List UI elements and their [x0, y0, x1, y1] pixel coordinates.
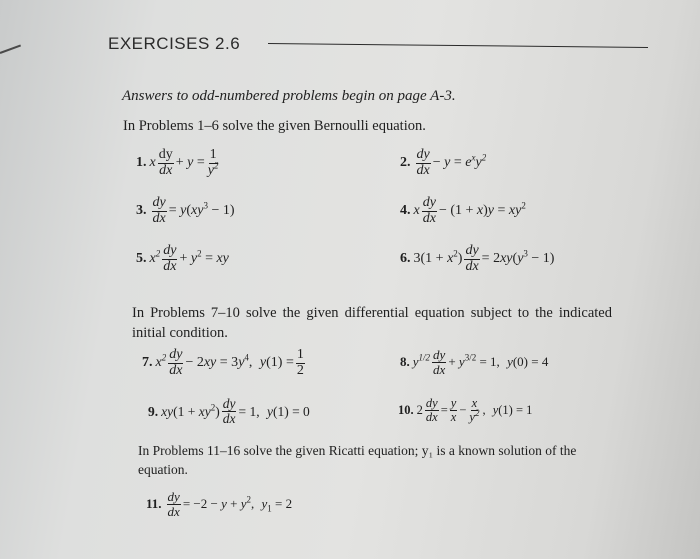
problem-3: 3. $\frac{dy}{dx}$ = $y(xy^3 - 1)$ — [136, 195, 235, 226]
problem-number: 8. — [400, 354, 410, 370]
title-rule — [268, 43, 648, 48]
problem-8: 8. $y^{1/2}$ $\frac{dy}{dx}$ + $y^{3/2} = 1$, y(0) = 4 — [400, 347, 549, 377]
problem-number: 3. — [136, 203, 147, 219]
problem-number: 5. — [136, 251, 147, 267]
problem-9: 9. $xy(1 + xy^2)$ $\frac{dy}{dx}$ = 1, y(1) = 0 — [148, 396, 310, 427]
problem-11: 11. $\frac{dy}{dx}$ = $-2 - y + y^2$, $y_1 = 2$ — [146, 489, 293, 519]
problem-7: 7. $x^2$ $\frac{dy}{dx}$ − $2xy = 3y^4$, y(1) = $\frac{1}{2}$ — [142, 347, 304, 378]
problem-number: 2. — [400, 155, 411, 171]
problem-number: 1. — [136, 155, 147, 171]
problem-number: 7. — [142, 355, 153, 371]
instructions-bernoulli: In Problems 1–6 solve the given Bernoulli equation. — [123, 118, 426, 134]
section-title: EXERCISES 2.6 — [108, 34, 241, 53]
problem-number: 6. — [400, 251, 411, 267]
problem-10: 10. 2 $\frac{dy}{dx}$ = $\frac{y}{x}$ − $\frac{x}{y^2}$ , y(1) = 1 — [398, 396, 533, 425]
problem-number: 9. — [148, 403, 159, 419]
instructions-ricatti: In Problems 11–16 solve the given Ricatti equation; y₁ is a known solution of the equation. — [138, 443, 577, 477]
problem-number: 11. — [146, 496, 162, 512]
problem-2: 2. $\frac{dy}{dx}$ − $y = e^xy^2$ — [400, 147, 487, 178]
problem-4: 4. x $\frac{dy}{dx}$ − $(1 + x)y = xy^2$ — [400, 195, 526, 226]
problem-5: 5. $x^2$ $\frac{dy}{dx}$ + $y^2$ = xy — [136, 243, 229, 274]
problem-number: 10. — [398, 403, 414, 418]
answers-note: Answers to odd-numbered problems begin on page A-3. — [122, 88, 456, 104]
problem-1: 1. x $\frac{dy}{dx}$ + y = $\frac{1}{y^2}$ — [136, 147, 219, 178]
page-edge-line — [0, 45, 21, 54]
problem-number: 4. — [400, 203, 411, 219]
problem-6: 6. $3(1 + x^2)$ $\frac{dy}{dx}$ = $2xy(y^3 - 1)$ — [400, 243, 555, 274]
instructions-initial-condition: In Problems 7–10 solve the given differential equation subject to the indicated initial condition. — [132, 305, 612, 341]
